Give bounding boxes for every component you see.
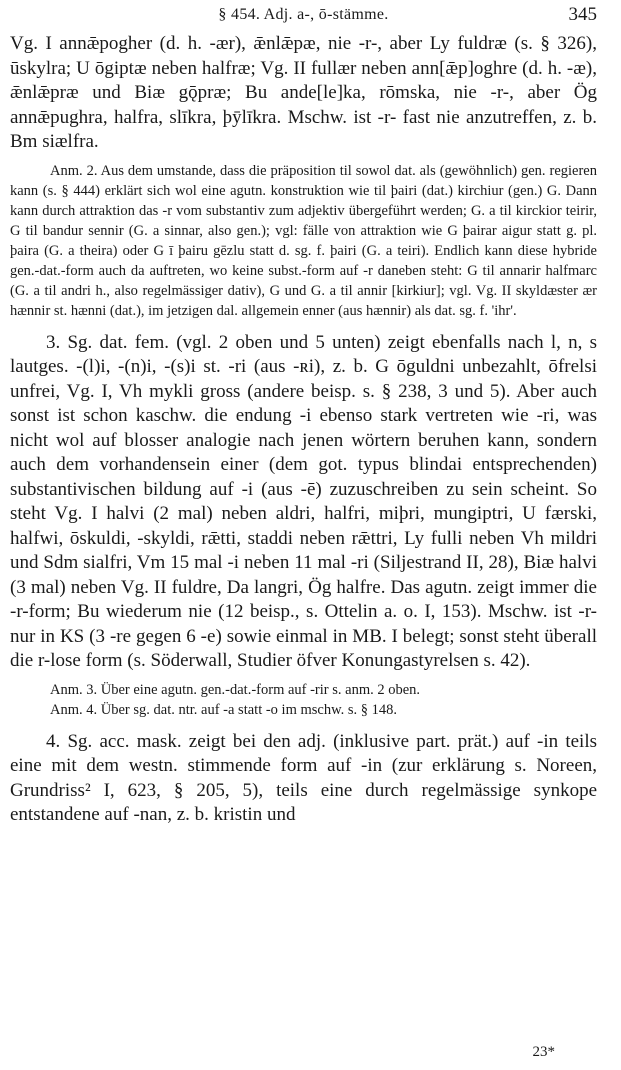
running-title: § 454. Adj. a-, ō-stämme.: [218, 6, 389, 23]
page-number: 345: [568, 4, 597, 25]
paragraph-section-4: 4. Sg. acc. mask. zeigt bei den adj. (inklusive part. prät.) auf -in teils eine mit dem westn. stimmende form auf -in (zur erklärung s. Noreen, Grundriss² I, 623, § 205, 5), teils eine durch regelmässige synkope entstandene auf -nan, z. b. kristin und: [10, 730, 597, 825]
signature-mark: 23*: [532, 1044, 555, 1060]
paragraph-section-3: 3. Sg. dat. fem. (vgl. 2 oben und 5 unten) zeigt ebenfalls nach l, n, s lautges. -(l)i, -(n)i, -(s)i st. -ri (aus -ʀi), z. b. G ōguldni unbezahlt, ōfrelsi unfrei, Vg. I, Vh mykli gross (andere beisp. s. § 238, 3 und 5). Aber auch sonst ist schon kaschw. die endung -i ebenso stark vertreten wie -ri, was nicht wol auf blosser analogie nach jenen wörtern beruhen kann, sondern auch dem vorhandensein einer (dem got. typus blindai entsprechenden) substantivischen bildung auf -i (aus -ē) zuzuschreiben zu sein scheint. So steht Vg. I halvi (2 mal) neben aldri, halfri, miþri, mungiptri, U færski, halfwi, ōskuldi, -skyldi, rǣtti, staddi neben rǣttri, Ly fulli neben Vh mildri und Sdm sialfri, Vm 15 mal -i neben 11 mal -ri (Siljestrand II, 28), Biæ halvi (3 mal) neben Vg. II fuldre, Da langri, Ög halfre. Das agutn. zeigt immer die -r-form; Bu wiederum nie (12 beisp., s. Ottelin a. o. I, 153). Mschw. ist -r- nur in KS (3 -re gegen 6 -e) sowie einmal in MB. I belegt; sonst steht überall die r-lose form (s. Söderwall, Studier öfver Konungastyrelsen s. 42).: [10, 331, 597, 671]
running-header: [10, 4, 597, 32]
paragraph-intro: Vg. I annǣpogher (d. h. -ær), ǣnlǣpæ, nie -r-, aber Ly fuldræ (s. § 326), ūskylra; U ōgiptæ neben halfræ; Vg. II fullær neben ann[ǣp]oghre (d. h. -æ), ǣnlǣpræ und Biæ gǭpræ; Bu ande[le]ka, rōmska, nie -r-, aber Ög annǣpughra, halfra, slīkra, þȳlīkra. Mschw. ist -r- fast nie anzutreffen, z. b. Bm siælfra.: [10, 33, 597, 152]
note-anm-3: Anm. 3. Über eine agutn. gen.-dat.-form auf -rir s. anm. 2 oben.: [50, 681, 421, 698]
short-notes: [10, 680, 597, 720]
note-anm-2: Anm. 2. Aus dem umstande, dass die präposition til sowol dat. als (gewöhnlich) gen. regieren kann (s. § 444) erklärt sich wol eine agutn. konstruktion wie til þairi (dat.) kirchiur (gen.) G. Dann kann durch attraktion das -r vom substantiv zum adjektiv übergeführt werden; G. a til kirckior teirir, G til bandur sennir (G. a sinnar, also gen.); vgl: fälle von attraktion wie G þairar aigur statt g. pl. þaira (G. a theira) oder G ī þairu gēzlu statt d. sg. f. þairi (G. a teiri). Endlich kann diese hybride gen.-dat.-form auch da auftreten, wo keine subst.-form auf -r daneben steht: G til annarir halfmarc (G. a til andri h., also regelmässiger dativ), G und G. a til annir [kirkiur]; vgl. Vg. II skyldæster ær hænnir st. hænni (dat.), im jetzigen dal. allgemein enner (aus hænnir) als dat. sg. f. 'ihr'.: [10, 162, 597, 319]
note-anm-4: Anm. 4. Über sg. dat. ntr. auf -a statt -o im mschw. s. § 148.: [50, 701, 398, 718]
